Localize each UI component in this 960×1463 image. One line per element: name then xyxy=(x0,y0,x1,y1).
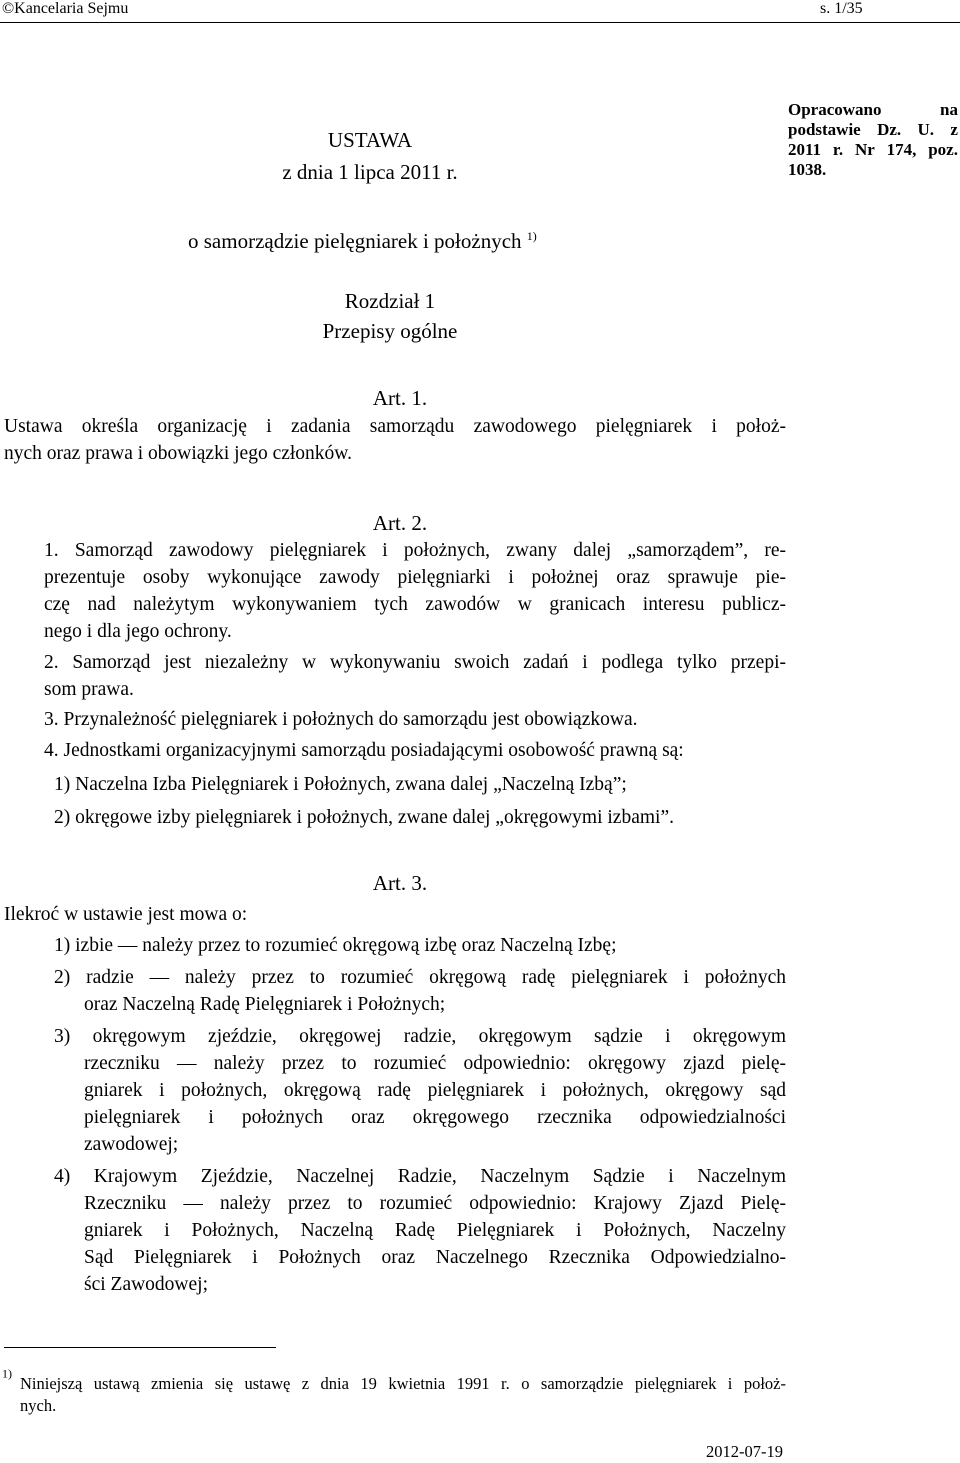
side-note-word: 174, xyxy=(886,140,917,159)
art3-item1: 1) izbie — należy przez to rozumieć okręgową izbę oraz Naczelną Izbę; xyxy=(54,935,617,956)
art3-item3-line: gniarek i położnych, okręgową radę pielęgniarek i położnych, okręgowy sąd xyxy=(84,1080,786,1101)
footnote-line: Niniejszą ustawą zmienia się ustawę z dnia 19 kwietnia 1991 r. o samorządzie pielęgniarek i położ- xyxy=(20,1374,786,1393)
art3-item4-line: Rzeczniku — należy przez to rozumieć odpowiednio: Krajowy Zjazd Pielę- xyxy=(84,1193,786,1214)
art3-item3-line: rzeczniku — należy przez to rozumieć odpowiednio: okręgowy zjazd pielę- xyxy=(84,1053,786,1074)
act-title xyxy=(188,226,537,256)
chapter-name: Przepisy ogólne xyxy=(322,319,458,343)
side-note-word: Nr xyxy=(854,140,875,159)
footnote-separator xyxy=(4,1347,276,1348)
art3-item4-line: 4) Krajowym Zjeździe, Naczelnej Radzie, Naczelnym Sądzie i Naczelnym xyxy=(54,1166,786,1187)
side-note-word: U. xyxy=(917,120,935,139)
document-date: 2012-07-19 xyxy=(706,1442,783,1461)
art3-item2-line: oraz Naczelną Radę Pielęgniarek i Położnych; xyxy=(84,994,446,1015)
side-note-line-1 xyxy=(788,100,958,120)
art2-p3-line: 3. Przynależność pielęgniarek i położnych do samorządu jest obowiązkowa. xyxy=(44,709,638,730)
art2-p2-line: som prawa. xyxy=(44,679,134,700)
art2-p4-item: 2) okręgowe izby pielęgniarek i położnych, zwane dalej „okręgowymi izbami”. xyxy=(54,807,674,828)
art3-item4-line: gniarek i Położnych, Naczelną Radę Pielęgniarek i Położnych, Naczelny xyxy=(84,1220,786,1241)
art2-heading: Art. 2. xyxy=(372,511,428,535)
header-rule xyxy=(0,22,960,23)
side-note-line-3 xyxy=(788,140,958,160)
art3-item4-line: ści Zawodowej; xyxy=(84,1274,209,1295)
side-note-line-2 xyxy=(788,120,958,140)
side-note-word: 2011 xyxy=(788,140,822,159)
chapter-label: Rozdział 1 xyxy=(344,289,436,313)
art2-p4-line: 4. Jednostkami organizacyjnymi samorządu posiadającymi osobowość prawną są: xyxy=(44,740,684,761)
art1-line: nych oraz prawa i obowiązki jego członków. xyxy=(4,443,352,464)
footnote-marker-text: 1) xyxy=(2,1366,12,1381)
art3-item2-line: 2) radzie — należy przez to rozumieć okręgową radę pielęgniarek i położnych xyxy=(54,967,786,988)
art2-p1-line: 1. Samorząd zawodowy pielęgniarek i położnych, zwany dalej „samorządem”, re- xyxy=(44,540,786,561)
footnote-marker xyxy=(2,1368,12,1390)
art3-heading: Art. 3. xyxy=(372,871,428,895)
side-note xyxy=(788,100,958,180)
side-note-word: poz. xyxy=(928,140,958,159)
act-title-text: o samorządzie pielęgniarek i położnych xyxy=(188,229,522,253)
art2-p1-line: czę nad należytym wykonywaniem tych zawodów w granicach interesu publicz- xyxy=(44,594,786,615)
art2-p1-line: prezentuje osoby wykonujące zawody pielęgniarki i położnej oraz sprawuje pie- xyxy=(44,567,786,588)
art2-p2-line: 2. Samorząd jest niezależny w wykonywaniu swoich zadań i podlega tylko przepi- xyxy=(44,652,786,673)
header-left: ©Kancelaria Sejmu xyxy=(2,0,129,17)
art1-heading: Art. 1. xyxy=(372,386,428,410)
side-note-word: na xyxy=(940,100,958,119)
side-note-word: Dz. xyxy=(877,120,902,139)
act-type: USTAWA xyxy=(327,128,413,152)
side-note-line-4: 1038. xyxy=(788,160,827,179)
art1-line: Ustawa określa organizację i zadania samorządu zawodowego pielęgniarek i położ- xyxy=(4,416,786,437)
art3-item3-line: zawodowej; xyxy=(84,1134,179,1155)
side-note-word: Opracowano xyxy=(788,100,882,119)
act-date: z dnia 1 lipca 2011 r. xyxy=(282,160,458,184)
art3-item3-line: 3) okręgowym zjeździe, okręgowej radzie, okręgowym sądzie i okręgowym xyxy=(54,1026,786,1047)
side-note-word: z xyxy=(950,120,958,139)
side-note-word: r. xyxy=(832,140,844,159)
art3-intro: Ilekroć w ustawie jest mowa o: xyxy=(4,904,248,925)
art3-item3-line: pielęgniarek i położnych oraz okręgowego rzecznika odpowiedzialności xyxy=(84,1107,786,1128)
art3-item4-line: Sąd Pielęgniarek i Położnych oraz Naczelnego Rzecznika Odpowiedzialno- xyxy=(84,1247,786,1268)
footnote-line: nych. xyxy=(20,1396,57,1415)
art2-p1-line: nego i dla jego ochrony. xyxy=(44,621,232,642)
page-number: s. 1/35 xyxy=(820,0,863,17)
art2-p4-item: 1) Naczelna Izba Pielęgniarek i Położnych, zwana dalej „Naczelną Izbą”; xyxy=(54,774,627,795)
side-note-word: podstawie xyxy=(788,120,861,139)
act-title-footnote-ref: 1) xyxy=(526,229,537,243)
